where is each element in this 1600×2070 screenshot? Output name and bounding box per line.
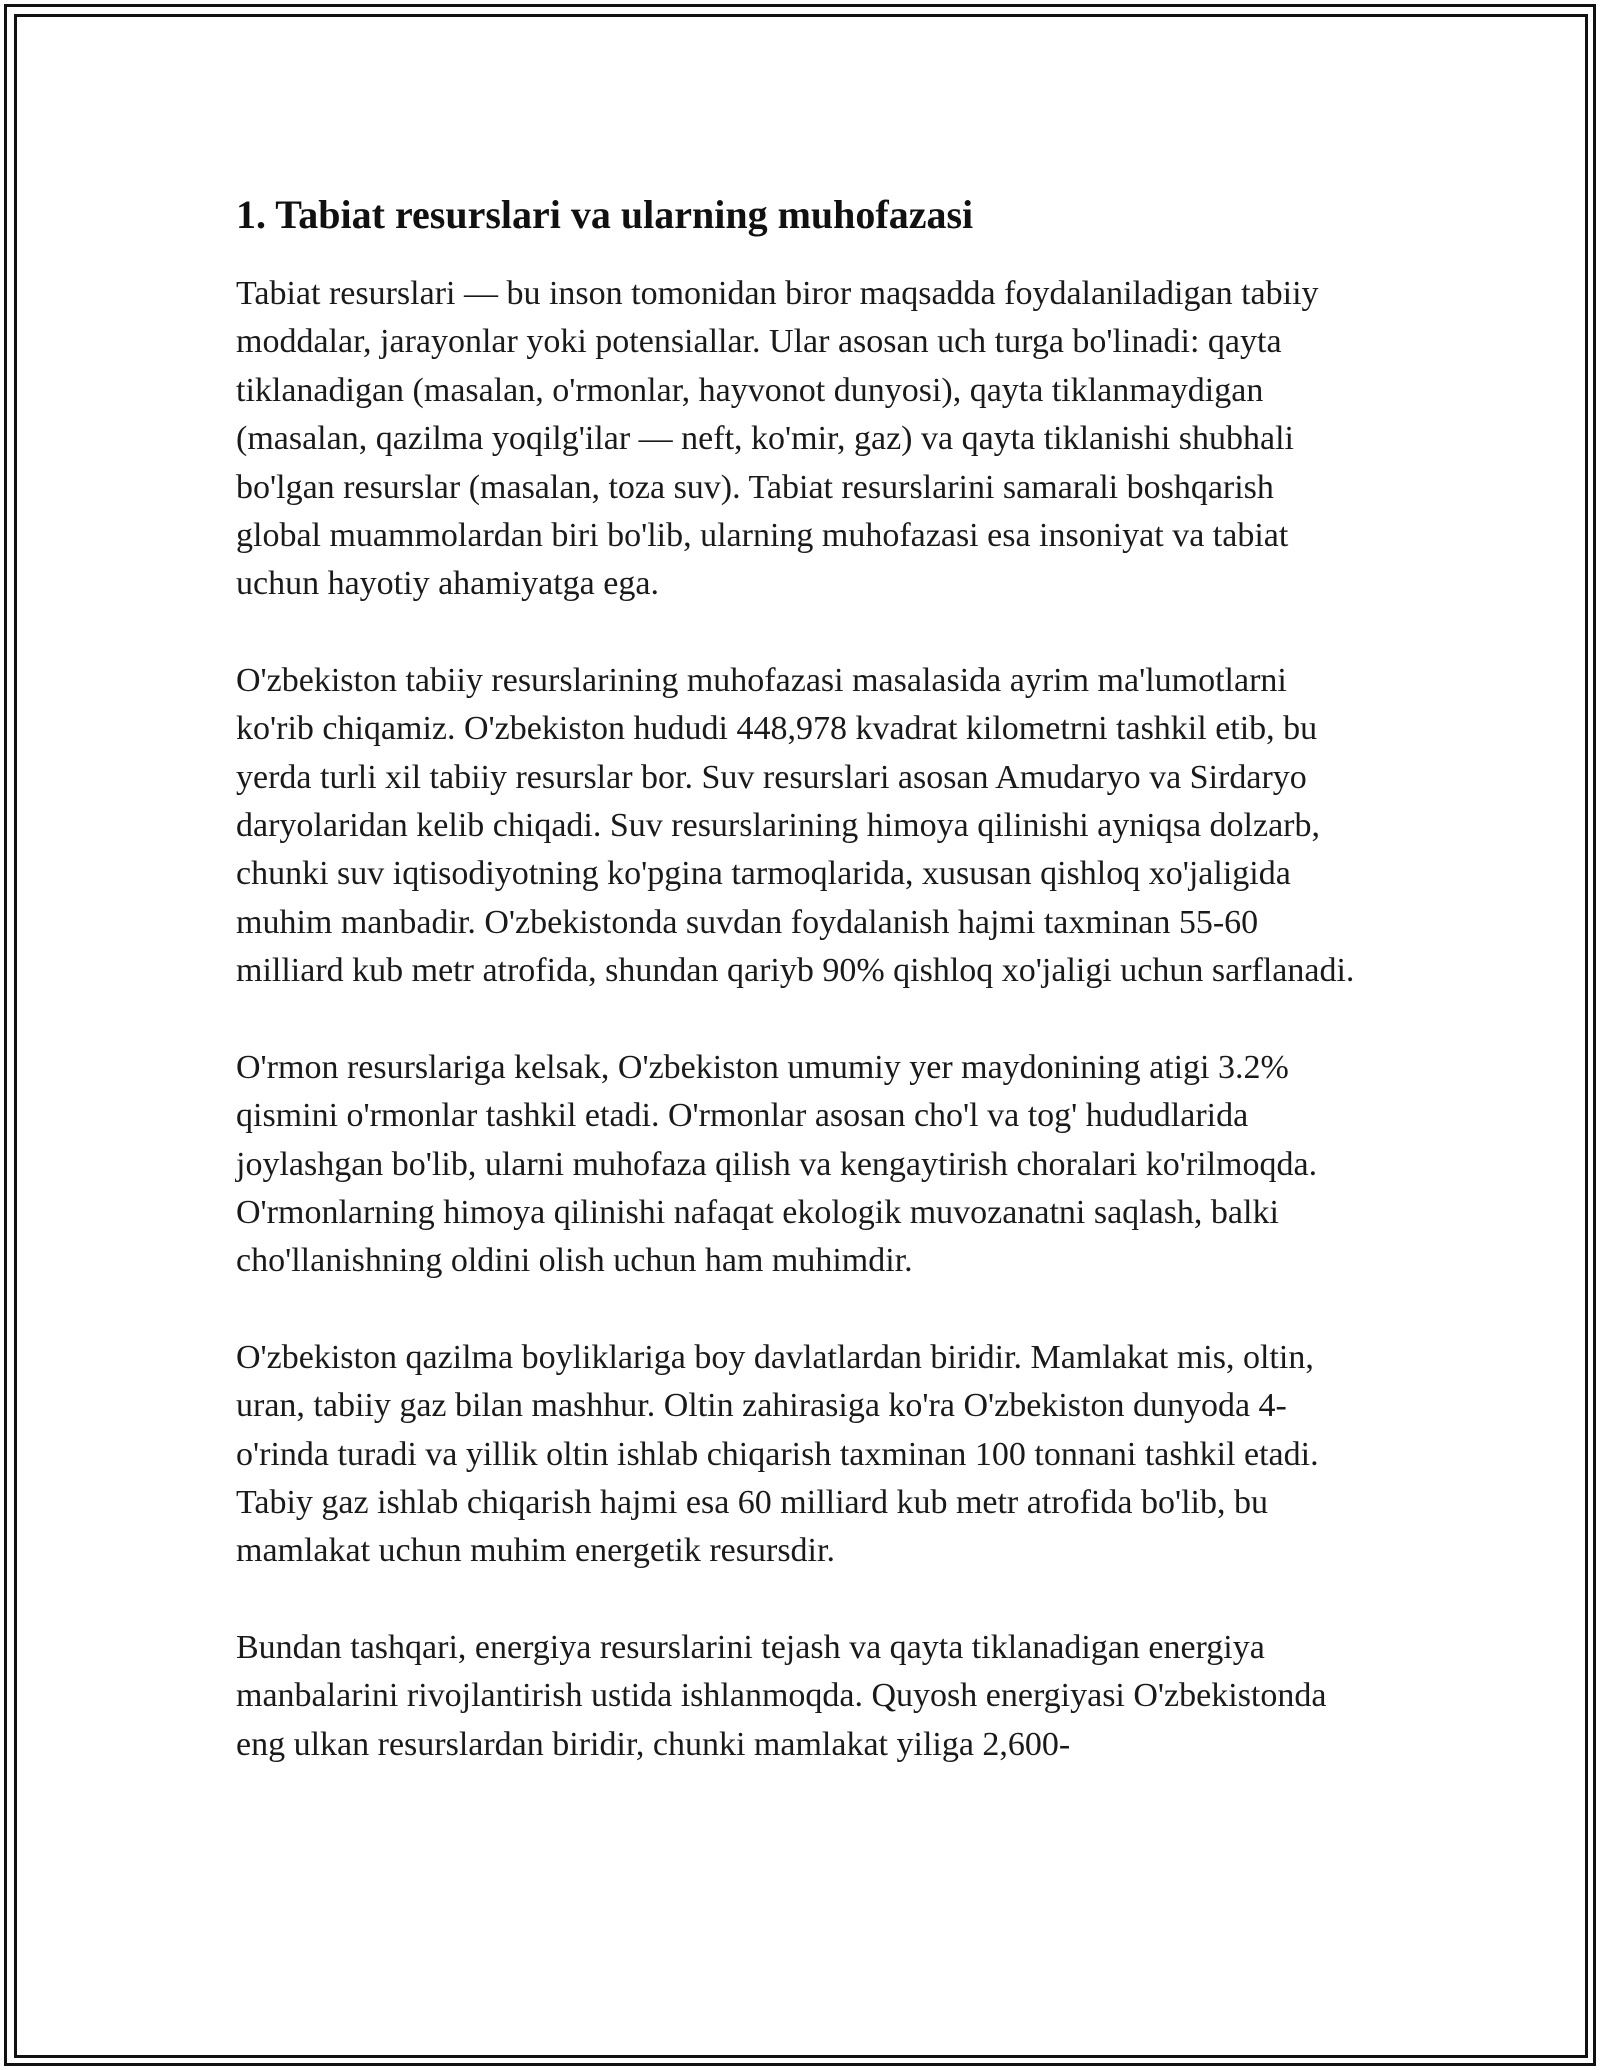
paragraph-water-resources: O'zbekiston tabiiy resurslarining muhofazasi masalasida ayrim ma'lumotlarni ko'rib chiqamiz. O'zbekiston hududi 448,978 kvadrat kilometrni tashkil etib, bu yerda turli xil tabiiy resurslar bor. Suv resurslari asosan Amudaryo va Sirdaryo daryolaridan kelib chiqadi. Suv resurslarining himoya qilinishi ayniqsa dolzarb, chunki suv iqtisodiyotning ko'pgina tarmoqlarida, xususan qishloq xo'jaligida muhim manbadir. O'zbekistonda suvdan foydalanish hajmi taxminan 55-60 milliard kub metr atrofida, shundan qariyb 90% qishloq xo'jaligi uchun sarflanadi. <box>236 661 1355 990</box>
paragraph-mineral-resources: O'zbekiston qazilma boyliklariga boy davlatlardan biridir. Mamlakat mis, oltin, uran, tabiiy gaz bilan mashhur. Oltin zahirasiga ko'ra O'zbekiston dunyoda 4-o'rinda turadi va yillik oltin ishlab chiqarish taxminan 100 tonnani tashkil etadi. Tabiy gaz ishlab chiqarish hajmi esa 60 milliard kub metr atrofida bo'lib, bu mamlakat uchun muhim energetik resursdir. <box>236 1338 1319 1570</box>
paragraph-forest-resources: O'rmon resurslariga kelsak, O'zbekiston umumiy yer maydonining atigi 3.2% qismini o'rmonlar tashkil etadi. O'rmonlar asosan cho'l va tog' hududlarida joylashgan bo'lib, ularni muhofaza qilish va kengaytirish choralari ko'rilmoqda. O'rmonlarning himoya qilinishi nafaqat ekologik muvozanatni saqlash, balki cho'llanishning oldini olish uchun ham muhimdir. <box>236 1048 1318 1280</box>
paragraph-resource-types: Tabiat resurslari — bu inson tomonidan biror maqsadda foydalaniladigan tabiiy moddalar, jarayonlar yoki potensiallar. Ular asosan uch turga bo'linadi: qayta tiklanadigan (masalan, o'rmonlar, hayvonot dunyosi), qayta tiklanmaydigan (masalan, qazilma yoqilg'ilar — neft, ko'mir, gaz) va qayta tiklanishi shubhali bo'lgan resurslar (masalan, toza suv). Tabiat resurslarini samarali boshqarish global muammolardan biri bo'lib, ularning muhofazasi esa insoniyat va tabiat uchun hayotiy ahamiyatga ega. <box>236 275 1319 603</box>
document-body <box>236 186 1364 1817</box>
section-heading: 1. Tabiat resurslari va ularning muhofazasi <box>236 192 974 237</box>
paragraph-energy-resources: Bundan tashqari, energiya resurslarini tejash va qayta tiklanadigan energiya manbalarini rivojlantirish ustida ishlanmoqda. Quyosh energiyasi O'zbekistonda eng ulkan resurslardan biridir, chunki mamlakat yiliga 2,600- <box>236 1628 1327 1763</box>
